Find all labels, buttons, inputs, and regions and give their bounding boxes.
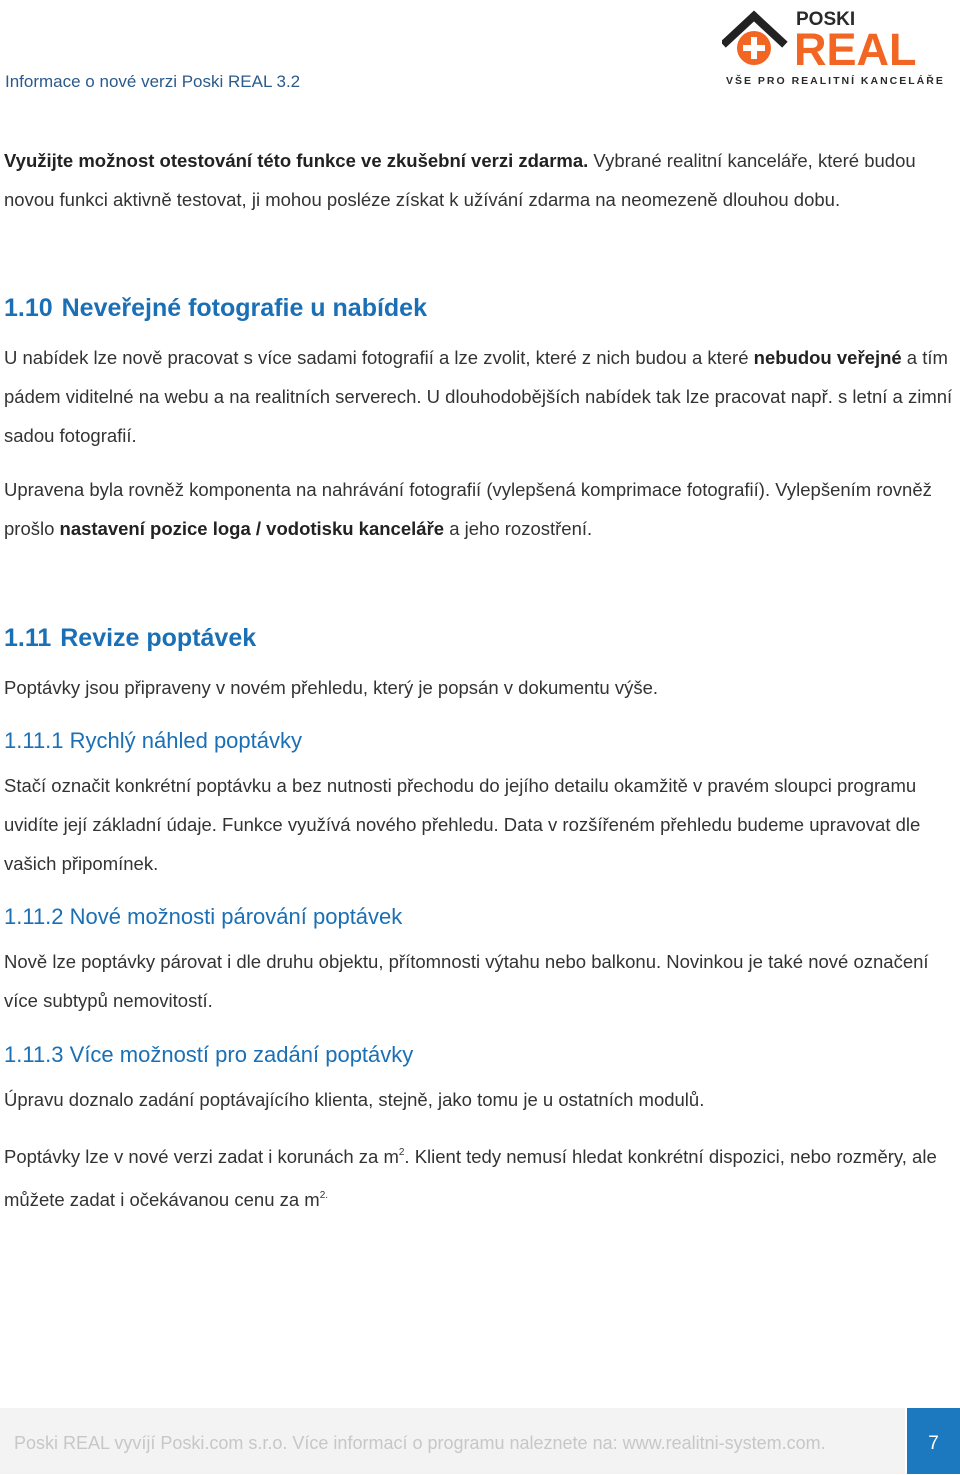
paragraph-bold-text: nebudou veřejné xyxy=(753,347,902,368)
subsection-heading-1-11-2: 1.11.2 Nové možnosti párování poptávek xyxy=(4,904,403,929)
subsection-1-11-3-paragraph-2 xyxy=(4,1133,956,1219)
section-number: 1.10 xyxy=(4,294,53,322)
intro-paragraph xyxy=(4,141,956,219)
section-1-11-paragraph: Poptávky jsou připraveny v novém přehledu, který je popsán v dokumentu výše. xyxy=(4,677,659,698)
section-title: Revize poptávek xyxy=(60,624,257,652)
footer-text: Poski REAL vyvíjí Poski.com s.r.o. Více informací o programu naleznete na: www.realitni-system.com. xyxy=(14,1433,826,1453)
house-plus-icon xyxy=(726,16,782,65)
paragraph-text: a tím pádem viditelné na webu a na realitních serverech. U dlouhodobějších nabídek tak lze pracovat např. s letní a zimní sadou fotografií. xyxy=(4,347,953,446)
subsection-heading-1-11-1: 1.11.1 Rychlý náhled poptávky xyxy=(4,728,302,753)
page-number: 7 xyxy=(928,1433,939,1454)
poski-real-logo xyxy=(722,4,952,88)
paragraph-text: U nabídek lze nově pracovat s více sadami fotografií a lze zvolit, které z nich budou a které xyxy=(4,347,754,368)
logo-main-text: REAL xyxy=(794,24,917,75)
intro-text: Vybrané realitní kanceláře, které budou novou funkci aktivně testovat, ji mohou posléze získat k užívání zdarma na neomezeně dlouhou dobu. xyxy=(4,150,916,210)
document-header-title: Informace o nové verzi Poski REAL 3.2 xyxy=(5,72,301,91)
logo-tagline: VŠE PRO REALITNÍ KANCELÁŘE xyxy=(726,75,945,87)
section-number: 1.11 xyxy=(4,624,52,652)
logo-top-text: POSKI xyxy=(796,9,856,30)
paragraph-text: . Klient tedy nemusí hledat konkrétní dispozici, nebo rozměry, ale můžete zadat i očekávanou cenu za m xyxy=(4,1146,937,1210)
paragraph-text: Poptávky lze v nové verzi zadat i korunách za m xyxy=(4,1146,399,1167)
intro-bold-text: Využijte možnost otestování této funkce ve zkušební verzi zdarma. xyxy=(4,150,589,171)
subsection-1-11-1-paragraph: Stačí označit konkrétní poptávku a bez nutnosti přechodu do jejího detailu okamžitě v pravém sloupci programu uvidíte její základní údaje. Funkce využívá nového přehledu. Data v rozšířeném přehledu budeme upravovat dle vašich připomínek. xyxy=(4,775,921,874)
section-heading-1-10 xyxy=(4,294,427,323)
section-1-10-paragraph-2 xyxy=(4,470,956,548)
paragraph-bold-text: nastavení pozice loga / vodotisku kanceláře xyxy=(59,518,445,539)
subsection-1-11-3-paragraph-1: Úpravu doznalo zadání poptávajícího klienta, stejně, jako tomu je u ostatních modulů. xyxy=(4,1089,705,1110)
section-title: Neveřejné fotografie u nabídek xyxy=(61,294,427,322)
superscript: 2 xyxy=(398,1147,405,1158)
subsection-1-11-2-paragraph: Nově lze poptávky párovat i dle druhu objektu, přítomnosti výtahu nebo balkonu. Novinkou je také nové označení více subtypů nemovitostí. xyxy=(4,951,929,1011)
subsection-heading-1-11-3: 1.11.3 Více možností pro zadání poptávky xyxy=(4,1042,414,1067)
superscript: 2. xyxy=(319,1190,329,1201)
section-heading-1-11 xyxy=(4,624,256,653)
section-1-10-paragraph-1 xyxy=(4,338,956,455)
paragraph-text: a jeho rozostření. xyxy=(444,518,593,539)
paragraph-text: Upravena byla rovněž komponenta na nahrávání fotografií (vylepšená komprimace fotografií). Vylepšením rovněž prošlo xyxy=(4,479,932,539)
